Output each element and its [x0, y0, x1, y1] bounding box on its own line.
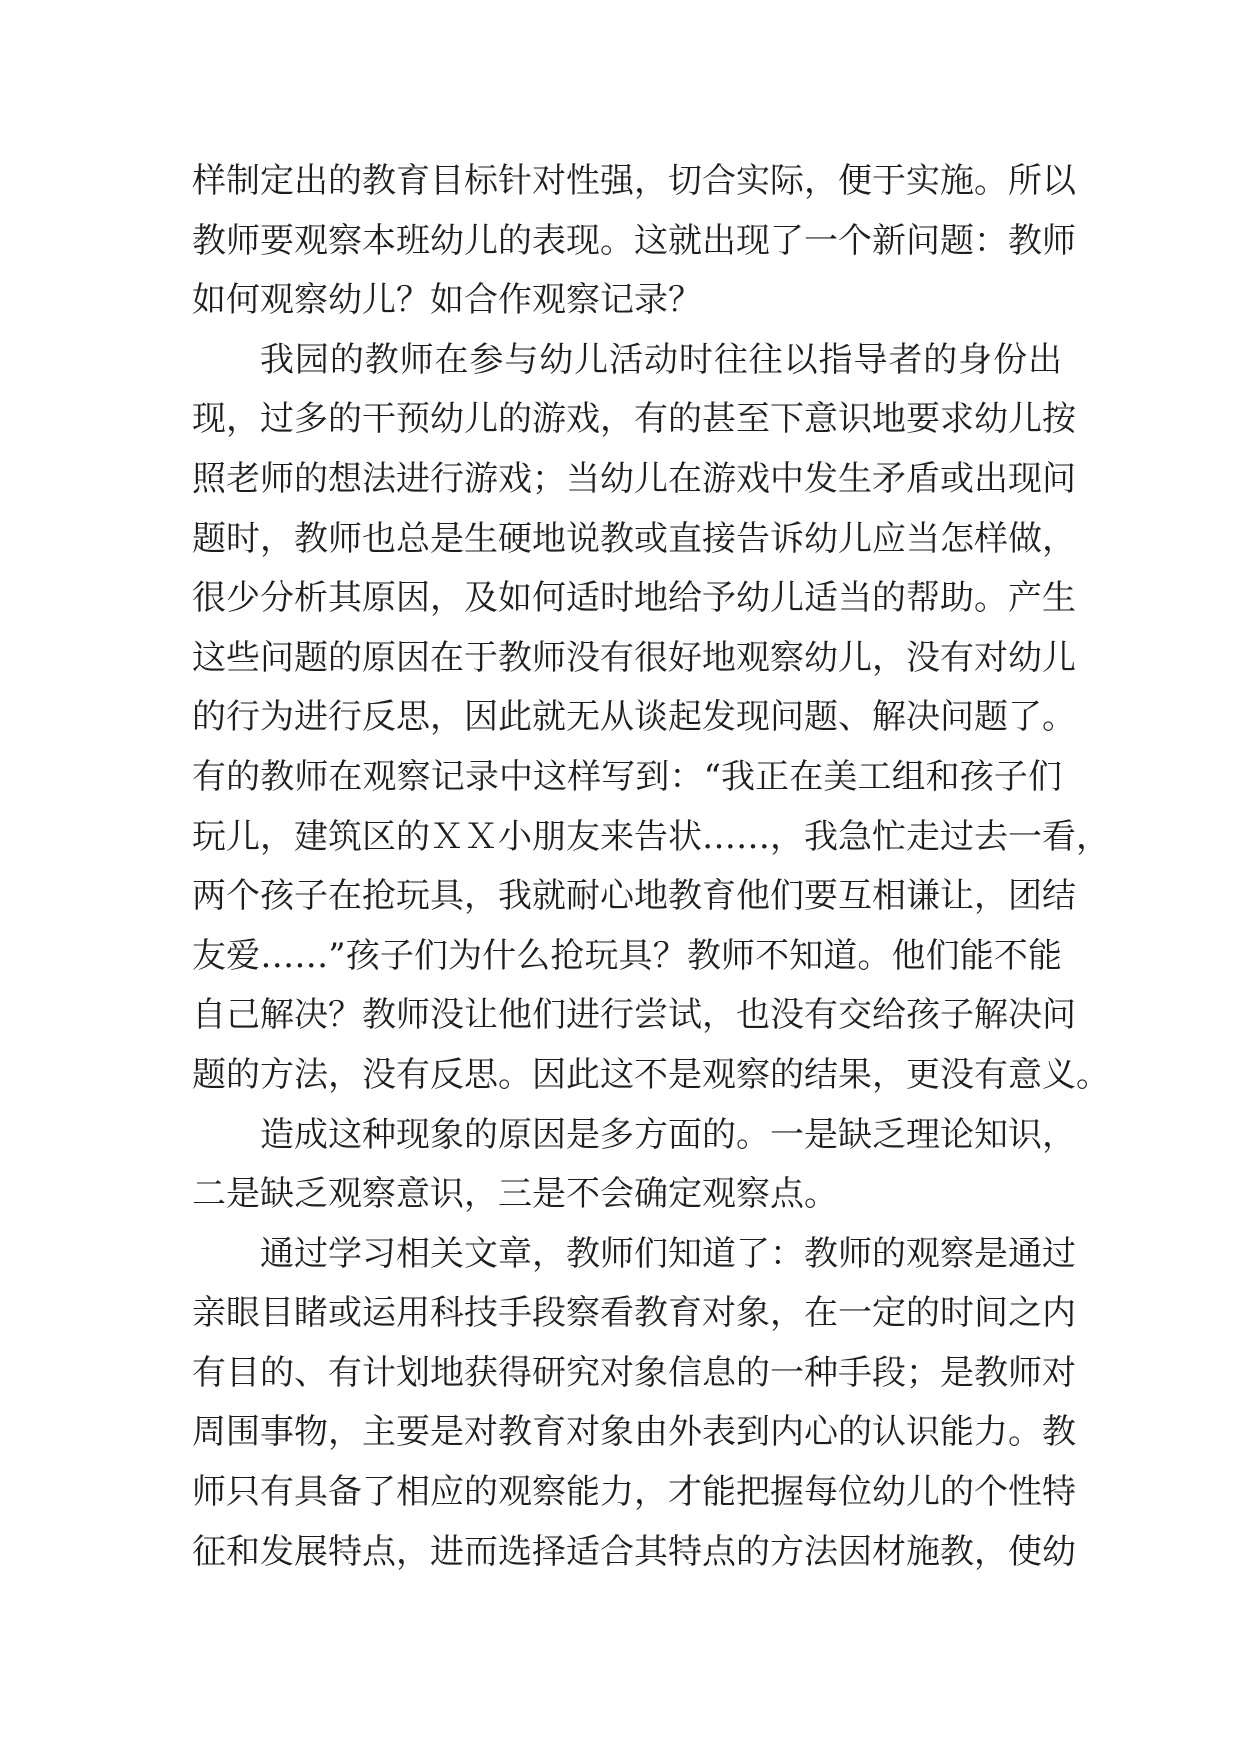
body-text [192, 152, 1110, 1582]
text-line: 两个孩子在抢玩具，我就耐心地教育他们要互相谦让，团结 [192, 876, 1076, 917]
text-line: 的行为进行反思，因此就无从谈起发现问题、解决问题了。 [192, 697, 1076, 738]
text-line: 有目的、有计划地获得研究对象信息的一种手段；是教师对 [192, 1352, 1076, 1393]
paragraph-first-line: 造成这种现象的原因是多方面的。一是缺乏理论知识， [260, 1114, 1076, 1155]
text-line: 这些问题的原因在于教师没有很好地观察幼儿，没有对幼儿 [192, 637, 1076, 678]
text-line: 有的教师在观察记录中这样写到：“我正在美工组和孩子们 [192, 756, 1062, 797]
text-line: 友爱……”孩子们为什么抢玩具？教师不知道。他们能不能 [192, 935, 1062, 976]
paragraph-first-line: 我园的教师在参与幼儿活动时往往以指导者的身份出 [260, 339, 1062, 380]
text-line: 师只有具备了相应的观察能力，才能把握每位幼儿的个性特 [192, 1472, 1076, 1513]
text-line: 如何观察幼儿？如合作观察记录？ [192, 280, 702, 321]
text-line: 现，过多的干预幼儿的游戏，有的甚至下意识地要求幼儿按 [192, 399, 1076, 440]
text-line: 照老师的想法进行游戏；当幼儿在游戏中发生矛盾或出现问 [192, 458, 1076, 499]
text-line: 很少分析其原因，及如何适时地给予幼儿适当的帮助。产生 [192, 578, 1076, 619]
text-line: 玩儿，建筑区的ＸＸ小朋友来告状……，我急忙走过去一看， [192, 816, 1110, 857]
text-line: 样制定出的教育目标针对性强，切合实际，便于实施。所以 [192, 161, 1076, 201]
text-line: 征和发展特点，进而选择适合其特点的方法因材施教，使幼 [192, 1531, 1076, 1572]
text-line: 题时，教师也总是生硬地说教或直接告诉幼儿应当怎样做， [192, 518, 1076, 559]
text-line: 题的方法，没有反思。因此这不是观察的结果，更没有意义。 [192, 1054, 1110, 1095]
text-line: 教师要观察本班幼儿的表现。这就出现了一个新问题：教师 [192, 220, 1076, 261]
paragraph-first-line: 通过学习相关文章，教师们知道了：教师的观察是通过 [260, 1233, 1076, 1274]
text-line: 亲眼目睹或运用科技手段察看教育对象，在一定的时间之内 [192, 1293, 1076, 1334]
text-line: 周围事物，主要是对教育对象由外表到内心的认识能力。教 [192, 1412, 1076, 1453]
text-line: 二是缺乏观察意识，三是不会确定观察点。 [192, 1174, 838, 1215]
text-line: 自己解决？教师没让他们进行尝试，也没有交给孩子解决问 [192, 995, 1076, 1036]
